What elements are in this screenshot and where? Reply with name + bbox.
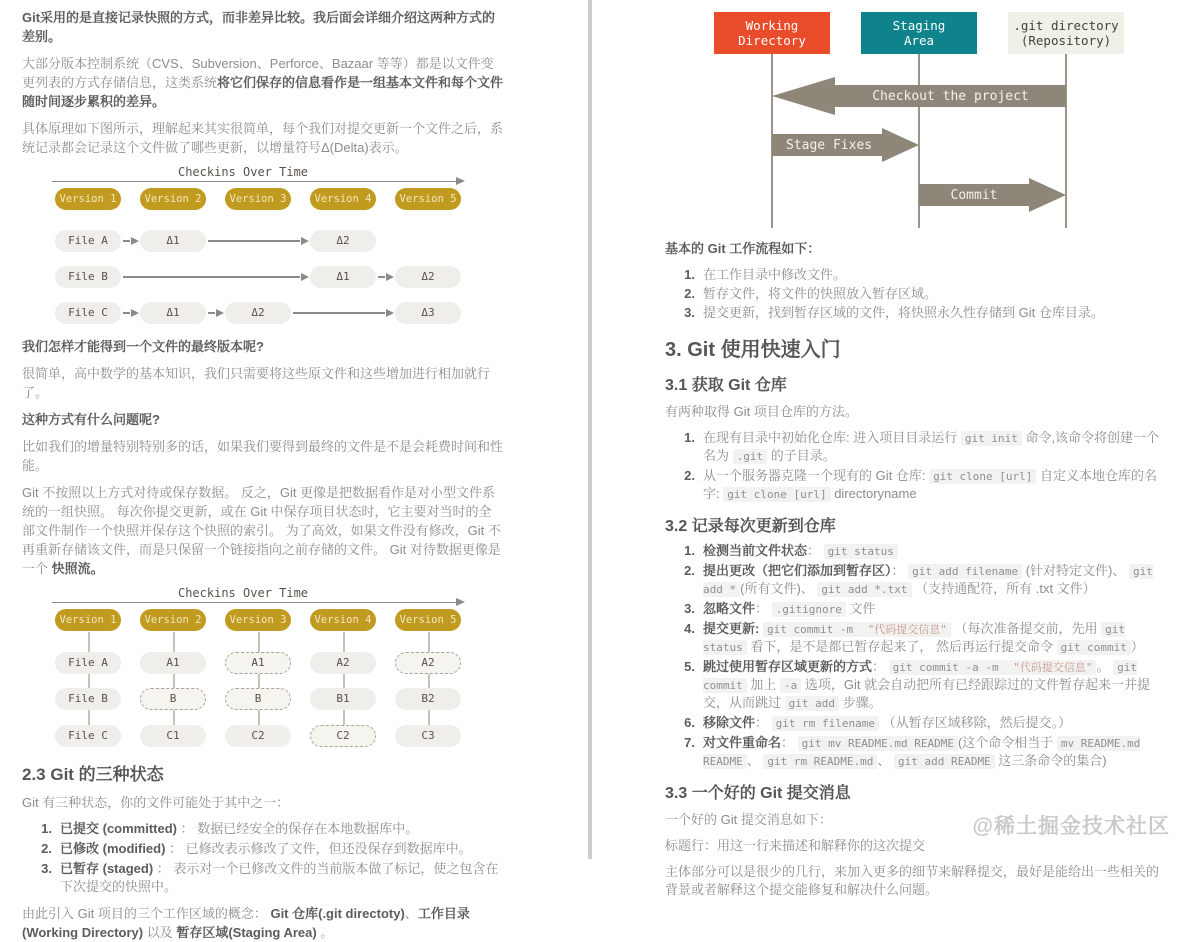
list-item-text [703,714,1164,732]
text-run: 移除文件 [703,715,756,730]
list-item-text [703,600,1164,618]
text-run: git init [961,431,1022,446]
text-run: ： [755,601,772,616]
text-run: 工作目录(Working Directory) [22,906,470,940]
flow-arrowhead-icon [772,77,835,115]
diagram-title: Checkins Over Time [177,586,309,600]
connector-line [258,632,260,736]
list-item-text [703,620,1164,656]
text-run: git add filename [908,564,1022,579]
list-item [677,467,1164,503]
list-item [677,714,1164,732]
delta-arrowhead-icon [386,273,394,281]
flow-arrowhead-icon [882,128,919,162]
text-run: 、 [746,753,764,768]
text-run: 从一个服务器克隆一个现有的 Git 仓库: [703,468,930,483]
version-pill: Version 1 [55,609,121,631]
list-item-text [703,734,1164,770]
text-run: git clone [url] [929,469,1036,484]
delta-arrowhead-icon [216,309,224,317]
diagram-title: Checkins Over Time [177,165,309,179]
list-marker: 5. [684,659,695,674]
text-run: git mv README.md README [798,736,958,751]
file-pill: File C [55,302,121,324]
paragraph [22,337,504,356]
list-marker: 3. [41,861,52,876]
text-run: 快照流。 [51,561,104,576]
snapshot-pill: C1 [140,725,206,747]
snapshot-pill: C2 [310,725,376,747]
text-run: （从暂存区域移除，然后提交。） [878,715,1072,730]
diagram-deltas [22,165,504,329]
text-run: mv README.md README [703,737,1141,768]
version-pill: Version 1 [55,188,121,210]
file-pill: Δ1 [140,230,206,252]
snapshot-pill: File C [55,725,121,747]
version-pill: Version 4 [310,188,376,210]
list-item-text [703,542,1164,560]
text-run: .git [733,449,768,464]
text-run: (所有文件)、 [740,581,818,596]
text-run: 在现有目录中初始化仓库: 进入项目目录运行 [703,430,961,445]
snapshot-pill: C2 [225,725,291,747]
delta-arrow-line [208,312,215,314]
right-column [592,0,1200,897]
text-run: 的子目录。 [767,448,836,463]
flow-arrow-label: Commit [950,187,998,203]
snapshot-pill: C3 [395,725,461,747]
text-run: ： 表示对一个已修改文件的当前版本做了标记，使之包含在下次提交的快照中。 [60,861,499,894]
version-pill: Version 4 [310,609,376,631]
list-item [34,840,504,858]
flow-box-label: Staging [892,18,946,33]
text-run: 比如我们的增量特别特别多的话，如果我们要得到最终的文件是不是会耗费时间和性能。 [22,439,504,473]
delta-arrowhead-icon [301,237,309,245]
text-run: "代码提交信息" [1009,660,1096,675]
text-run: 有两种取得 Git 项目仓库的方法。 [665,404,858,419]
connector-line [428,632,430,736]
delta-arrow-line [293,312,385,314]
list-marker: 7. [684,735,695,750]
list-marker: 1. [41,821,52,836]
text-run: 暂存文件，将文件的快照放入暂存区域。 [703,286,938,301]
list-marker: 1. [684,543,695,558]
text-run: git commit [703,661,1137,692]
flow-box-label: .git directory [1013,18,1119,33]
connector-line [343,632,345,736]
list-marker: 1. [684,267,695,282]
list-item [677,620,1164,656]
text-run: ： [755,715,772,730]
text-run: 。 [1096,659,1114,674]
paragraph [665,863,1164,899]
diagram-flow [665,10,1164,232]
list-item-text [60,860,504,896]
text-run: Git 有三种状态，你的文件可能处于其中之一： [22,795,290,810]
text-run: 加上 [746,677,780,692]
list-item [677,429,1164,465]
text-run: 已提交 (committed) [60,821,178,836]
text-run: 一个好的 Git 提交消息如下： [665,812,832,827]
text-run: ： 已修改表示修改了文件，但还没保存到数据库中。 [165,841,472,856]
diagram-snapshots [22,586,504,750]
file-pill: Δ1 [310,266,376,288]
file-pill: File A [55,230,121,252]
list-marker: 2. [684,286,695,301]
delta-arrowhead-icon [386,309,394,317]
text-run: 看下，是不是都已暂存起来了， 然后再运行提交命令 [746,639,1057,654]
paragraph [22,364,504,402]
ordered-list [22,820,504,896]
text-run: ： [781,735,798,750]
text-run: 标题行：用这一行来描述和解释你的这次提交 [665,838,926,853]
flow-box [861,12,977,54]
snapshot-pill: B [225,688,291,710]
text-run: 提交更新，找到暂存区域的文件，将快照永久性存储到 Git 仓库目录。 [703,305,1104,320]
text-run: ： [872,659,889,674]
text-run: directoryname [830,486,917,501]
list-item-text [703,429,1164,465]
flow-box [714,12,830,54]
text-run: ） [1130,639,1144,654]
text-run: git commit -a -m [889,660,1010,675]
file-pill: Δ2 [310,230,376,252]
version-pill: Version 2 [140,609,206,631]
delta-arrowhead-icon [131,237,139,245]
text-run: git status [824,544,898,559]
text-run: 已修改 (modified) [60,841,166,856]
text-run: 跳过使用暂存区域更新的方式 [703,659,873,674]
text-run: 暂存区域(Staging Area) [176,925,317,940]
text-run: 步骤。 [838,695,882,710]
text-run: 、 [404,906,418,921]
text-run: Git 不按照以上方式对待或保存数据。 反之，Git 更像是把数据看作是对小型文件系统的一组快照。 每次你提交更新，或在 Git 中保存项目状态时，它主要对当时的全部文件制作一个快照并保存这个快照的索引。 为了高效，如果文件没有修改，Git 不再重新存储该文件，而是只保留一个链接指向之前存储的文件。 Git 对待数据更像是一个 [22,485,501,576]
snapshot-pill: A1 [140,652,206,674]
text-run: 忽略文件 [703,601,756,616]
text-run: 由此引入 Git 项目的三个工作区域的概念： [22,906,271,921]
list-item [677,304,1164,321]
file-pill: Δ3 [395,302,461,324]
text-run: 这三条命令的集合) [994,753,1107,768]
text-run: 文件 [845,601,876,616]
delta-arrow-line [378,276,385,278]
snapshot-pill: A2 [310,652,376,674]
list-item-text [703,658,1164,712]
list-item [677,600,1164,618]
text-run: 检测当前文件状态 [703,543,808,558]
flow-box-label: (Repository) [1020,33,1112,48]
list-marker: 2. [41,841,52,856]
text-run: "代码提交信息" [864,622,951,637]
paragraph [665,403,1164,421]
text-run: git rm README.md [763,754,877,769]
list-item [34,820,504,838]
text-run: 大部分版本控制系统（CVS、Subversion、Perforce、Bazaar 等等）都是以文件变更列表的方式存储信息，这类系统 [22,56,494,90]
list-item-text [703,467,1164,503]
snapshot-pill: A1 [225,652,291,674]
version-pill: Version 3 [225,609,291,631]
version-pill: Version 5 [395,188,461,210]
list-marker: 3. [684,601,695,616]
flow-arrow [919,184,1029,206]
paragraph [22,483,504,578]
file-pill: File B [55,266,121,288]
text-run: 在工作目录中修改文件。 [703,267,847,282]
text-run: 命令,该命令将创建一个名为 [703,430,1160,463]
ordered-list [665,542,1164,770]
list-item [677,266,1164,283]
section-heading: 3. Git 使用快速入门 [665,339,841,361]
snapshot-pill: B [140,688,206,710]
paragraph [22,119,504,157]
list-marker: 2. [684,563,695,578]
text-run: git status [703,623,1126,654]
version-pill: Version 3 [225,188,291,210]
text-run: git add *.txt [817,582,911,597]
text-run: 提交更新: [703,621,760,636]
text-run: (针对特定文件)、 [1022,563,1129,578]
text-run: 具体原理如下图所示，理解起来其实很简单，每个我们对提交更新一个文件之后，系统记录都会记录这个文件做了哪些更新，以增量符号Δ(Delta)表示。 [22,121,504,155]
text-run: Git采用的是直接记录快照的方式，而非差异比较。我后面会详细介绍这两种方式的差别。 [22,10,496,44]
delta-arrow-line [123,312,130,314]
snapshot-pill: A2 [395,652,461,674]
paragraph [22,904,504,942]
text-run: 我们怎样才能得到一个文件的最终版本呢? [22,339,264,354]
file-pill: Δ1 [140,302,206,324]
text-run: 提出更改（把它们添加到暂存区） [703,563,892,578]
delta-arrow-line [123,276,300,278]
connector-line [88,632,90,736]
delta-arrowhead-icon [301,273,309,281]
text-run: ： [807,543,824,558]
section-heading: 2.3 Git 的三种状态 [22,765,164,784]
timeline-axis [52,602,456,603]
paragraph [22,793,504,812]
timeline-axis [52,181,456,182]
list-marker: 1. [684,430,695,445]
ordered-list [665,266,1164,321]
text-run: Git 仓库(.git directoty) [270,906,405,921]
text-run: git rm filename [772,716,879,731]
ordered-list [665,429,1164,503]
section-heading: 3.3 一个好的 Git 提交消息 [665,785,851,802]
list-item-text [703,266,1164,283]
text-run: （支持通配符，所有 .txt 文件） [911,581,1096,596]
version-pill: Version 2 [140,188,206,210]
text-run: 将它们保存的信息看作是一组基本文件和每个文件随时间逐步累积的差异。 [22,75,504,109]
section-heading: 3.1 获取 Git 仓库 [665,377,787,394]
text-run: git commit -m [763,622,864,637]
text-run: ： [891,563,909,578]
text-run: 主体部分可以是很少的几行，来加入更多的细节来解释提交，最好是能给出一些相关的背景或者解释这个提交能修复和解决什么问题。 [665,864,1160,897]
list-marker: 2. [684,468,695,483]
flow-box-label: Area [903,33,935,48]
text-run: 这种方式有什么问题呢? [22,412,160,427]
delta-arrow-line [208,240,300,242]
file-pill: Δ2 [395,266,461,288]
text-run: 、 [877,753,894,768]
text-run: .gitignore [772,602,846,617]
text-run: git add * [703,565,1153,596]
watermark: @稀土掘金技术社区 [972,815,1170,838]
text-run: 基本的 Git 工作流程如下： [665,241,821,256]
text-run: git clone [url] [723,487,830,502]
text-run: 已暂存 (staged) [60,861,154,876]
flow-arrow-label: Checkout the project [872,88,1029,104]
delta-arrow-line [123,240,130,242]
list-item-text [703,562,1164,598]
text-run: (这个命令相当于 [957,735,1057,750]
list-item-text [60,840,504,858]
text-run: 自定义本地仓库的名字: [703,468,1158,501]
list-item [677,658,1164,712]
list-marker: 4. [684,621,695,636]
version-pill: Version 5 [395,609,461,631]
file-pill: Δ2 [225,302,291,324]
left-column [0,0,588,940]
list-item [677,562,1164,598]
list-item [677,285,1164,302]
delta-arrowhead-icon [131,309,139,317]
snapshot-pill: File A [55,652,121,674]
text-run: git add [785,696,839,711]
timeline-arrowhead-icon [456,177,465,185]
text-run: 以及 [143,925,177,940]
flow-arrowhead-icon [1029,178,1066,212]
connector-line [173,632,175,736]
list-marker: 3. [684,305,695,320]
snapshot-pill: File B [55,688,121,710]
list-item [34,860,504,896]
flow-arrow [835,85,1066,107]
paragraph [665,240,1164,258]
timeline-arrowhead-icon [456,598,465,606]
text-run: git add README [894,754,995,769]
snapshot-pill: B2 [395,688,461,710]
flow-box-label: Working [745,18,799,33]
list-item-text [60,820,504,838]
text-run: ： 数据已经安全的保存在本地数据库中。 [177,821,419,836]
flow-box-label: Directory [738,33,806,48]
list-marker: 6. [684,715,695,730]
section-heading: 3.2 记录每次更新到仓库 [665,518,836,535]
paragraph [22,437,504,475]
paragraph [22,410,504,429]
text-run: git commit [1057,640,1131,655]
text-run: 对文件重命名 [703,735,782,750]
text-run: 选项，Git 就会自动把所有已经跟踪过的文件暂存起来一并提交，从而跳过 [703,677,1151,710]
text-run: 很简单，高中数学的基本知识，我们只需要将这些原文件和这些增加进行相加就行了。 [22,366,491,400]
list-item-text [703,285,1164,302]
text-run: -a [780,678,801,693]
paragraph [22,8,504,46]
flow-arrow-label: Stage Fixes [786,137,873,153]
snapshot-pill: B1 [310,688,376,710]
flow-box [1008,12,1124,54]
paragraph [22,54,504,111]
list-item [677,542,1164,560]
text-run: 。 [316,925,334,940]
text-run: （每次准备提交前，先用 [950,621,1102,636]
flow-arrow [772,134,882,156]
list-item-text [703,304,1164,321]
list-item [677,734,1164,770]
